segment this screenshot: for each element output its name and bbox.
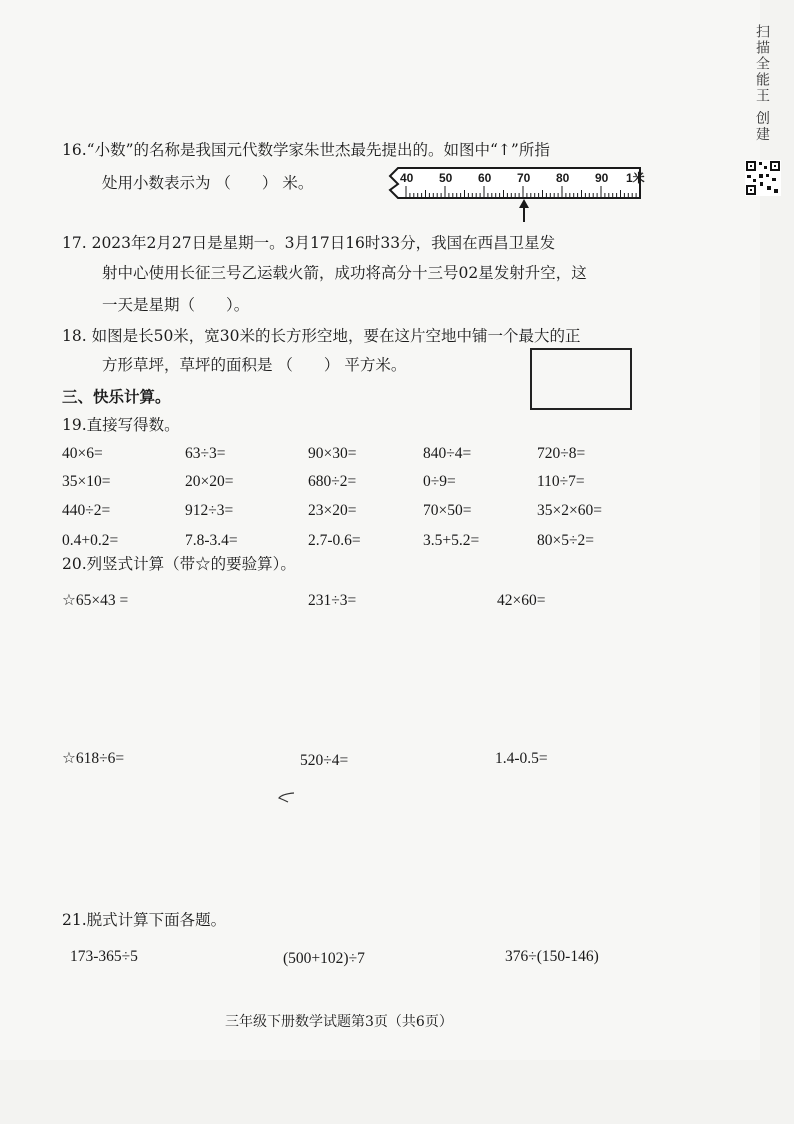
q19-item: 840÷4=	[423, 445, 472, 462]
q20-item: 231÷3=	[308, 592, 357, 609]
q16-line2: 处用小数表示为 （ ） 米。	[102, 174, 314, 192]
q19-title: 19.直接写得数。	[62, 416, 180, 434]
ruler-label: 60	[478, 171, 492, 185]
pencil-mark	[276, 790, 296, 804]
q19-item: 7.8-3.4=	[185, 532, 238, 549]
q19-item: 110÷7=	[537, 473, 585, 490]
ruler-arrow-head	[519, 199, 529, 208]
qr-code-icon	[745, 160, 781, 196]
q20-title: 20.列竖式计算（带☆的要验算）。	[62, 555, 296, 573]
q19-item: 40×6=	[62, 445, 103, 462]
ruler-label: 90	[595, 171, 609, 185]
page-footer: 三年级下册数学试题第3页（共6页）	[225, 1014, 453, 1030]
q19-item: 2.7-0.6=	[308, 532, 361, 549]
q20-item: ☆618÷6=	[62, 750, 125, 767]
q19-item: 90×30=	[308, 445, 357, 462]
q19-item: 35×10=	[62, 473, 111, 490]
ruler-label: 50	[439, 171, 453, 185]
section3-title: 三、快乐计算。	[62, 387, 171, 406]
ruler-label: 40	[400, 171, 414, 185]
ruler-figure	[384, 166, 645, 224]
q19-item: 70×50=	[423, 502, 472, 519]
q19-item: 3.5+5.2=	[423, 532, 480, 549]
q19-item: 20×20=	[185, 473, 234, 490]
q16-line1: 16.“小数”的名称是我国元代数学家朱世杰最先提出的。如图中“↑”所指	[62, 141, 550, 159]
rectangle-figure	[530, 348, 632, 410]
q20-item: 1.4-0.5=	[495, 750, 548, 767]
q19-item: 720÷8=	[537, 445, 586, 462]
q21-item: (500+102)÷7	[283, 950, 365, 967]
q17-line1: 17. 2023年2月27日是星期一。3月17日16时33分，我国在西昌卫星发	[62, 234, 556, 252]
q17-line2: 射中心使用长征三号乙运载火箭，成功将高分十三号02星发射升空，这	[102, 264, 587, 282]
ruler-label: 70	[517, 171, 531, 185]
q18-line1: 18. 如图是长50米，宽30米的长方形空地，要在这片空地中铺一个最大的正	[62, 327, 581, 345]
q20-item: ☆65×43 =	[62, 592, 129, 609]
q19-item: 440÷2=	[62, 502, 111, 519]
q21-item: 173-365÷5	[70, 948, 138, 965]
q19-item: 912÷3=	[185, 502, 234, 519]
q19-item: 35×2×60=	[537, 502, 602, 519]
q19-item: 680÷2=	[308, 473, 357, 490]
q19-item: 23×20=	[308, 502, 357, 519]
q18-line2: 方形草坪，草坪的面积是 （ ） 平方米。	[102, 356, 407, 374]
q19-item: 63÷3=	[185, 445, 226, 462]
q19-item: 0.4+0.2=	[62, 532, 119, 549]
q20-item: 42×60=	[497, 592, 546, 609]
ruler-label: 1米	[626, 171, 645, 185]
q21-title: 21.脱式计算下面各题。	[62, 911, 227, 929]
q19-item: 0÷9=	[423, 473, 456, 490]
q19-item: 80×5÷2=	[537, 532, 594, 549]
q17-line3: 一天是星期（ ）。	[102, 296, 250, 314]
scanner-watermark: 扫描全能王 创建	[754, 24, 770, 143]
ruler-label: 80	[556, 171, 570, 185]
q21-item: 376÷(150-146)	[505, 948, 599, 965]
q20-item: 520÷4=	[300, 752, 349, 769]
